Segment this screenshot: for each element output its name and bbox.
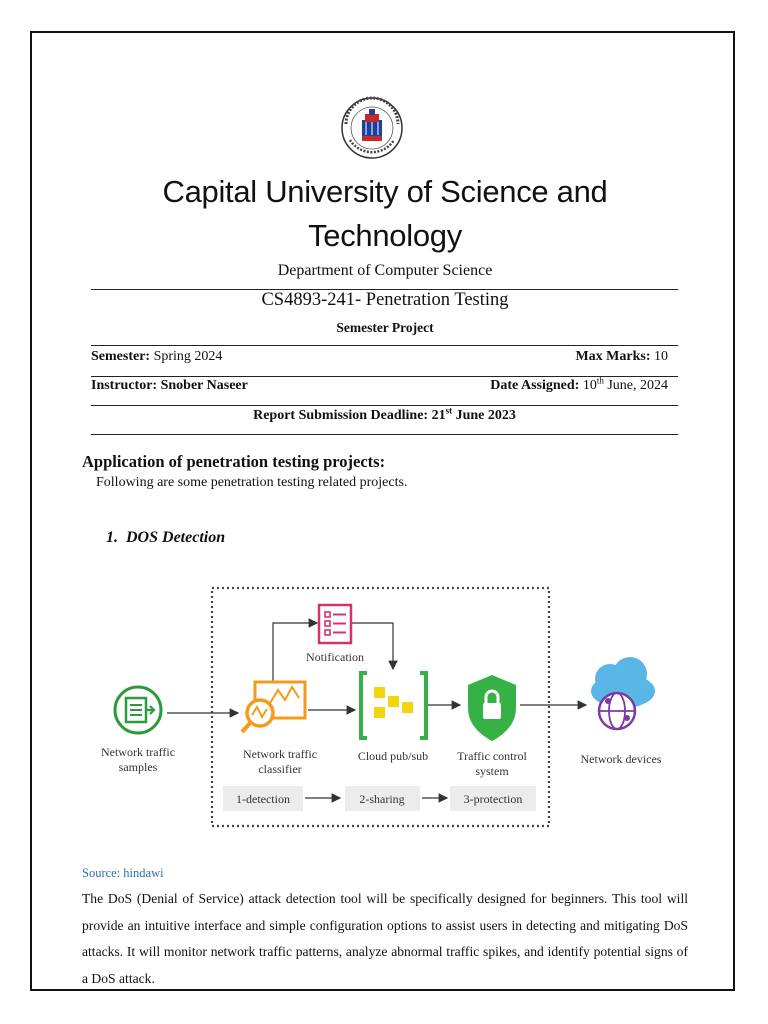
instructor-value: Snober Naseer bbox=[160, 378, 248, 393]
deadline-field bbox=[91, 405, 678, 424]
item-heading bbox=[106, 529, 225, 547]
image-source-caption: Source: hindawi bbox=[82, 866, 164, 880]
date-assigned-rest: June, 2024 bbox=[607, 378, 668, 393]
date-assigned-suffix: th bbox=[596, 375, 604, 386]
divider bbox=[91, 345, 678, 346]
deadline-label: Report Submission Deadline: bbox=[253, 408, 429, 423]
university-title: Capital University of Science and Technology bbox=[162, 174, 608, 253]
instructor-label: Instructor: bbox=[91, 378, 158, 393]
max-marks-label: Max Marks: bbox=[575, 349, 651, 364]
deadline-suffix: st bbox=[445, 405, 453, 416]
notification-icon bbox=[319, 605, 351, 643]
date-assigned-label: Date Assigned: bbox=[490, 378, 580, 393]
max-marks-value: 10 bbox=[654, 349, 668, 364]
project-subtitle: Semester Project bbox=[336, 320, 434, 335]
classifier-label-line1: Network traffic bbox=[242, 747, 318, 761]
max-marks-field bbox=[575, 349, 668, 365]
deadline-rest: June 2023 bbox=[455, 408, 516, 423]
control-label-line2: system bbox=[475, 764, 509, 778]
stage-protection-label: 3-protection bbox=[463, 792, 523, 806]
semester-label: Semester: bbox=[91, 349, 151, 364]
network-traffic-classifier-icon bbox=[242, 682, 305, 732]
section-intro: Following are some penetration testing related projects. bbox=[96, 475, 408, 490]
divider bbox=[91, 405, 678, 406]
pubsub-label: Cloud pub/sub bbox=[357, 749, 429, 763]
cloud-pubsub-icon bbox=[361, 673, 426, 738]
control-label-line1: Traffic control bbox=[457, 749, 527, 763]
department-name: Department of Computer Science bbox=[277, 262, 493, 279]
date-assigned-day: 10 bbox=[582, 378, 597, 393]
item-title: DOS Detection bbox=[126, 529, 226, 546]
classifier-label-line2: classifier bbox=[258, 762, 302, 776]
university-seal-logo bbox=[340, 96, 404, 160]
notification-label: Notification bbox=[306, 650, 364, 664]
course-title: CS4893-241- Penetration Testing bbox=[261, 290, 509, 310]
dos-detection-diagram bbox=[95, 583, 685, 833]
divider bbox=[91, 434, 678, 435]
description-text: The DoS (Denial of Service) attack detection tool will be specifically designed for beginners. This tool will provide an intuitive interface and simple configuration options to assist users in detecting and mitigating DoS attacks. It will monitor network traffic patterns, analyze abnormal traffic spikes, and identify potential signs of a DoS attack. bbox=[82, 891, 688, 986]
network-devices-cloud-icon bbox=[591, 657, 655, 729]
traffic-control-shield-icon bbox=[468, 675, 516, 741]
item-number: 1. bbox=[106, 529, 118, 546]
instructor-field bbox=[91, 378, 248, 394]
samples-label-line1: Network traffic bbox=[100, 745, 176, 759]
stage-sharing-label: 2-sharing bbox=[359, 792, 405, 806]
samples-label-line2: samples bbox=[118, 760, 158, 774]
devices-label: Network devices bbox=[580, 752, 662, 766]
date-assigned-field bbox=[490, 375, 668, 394]
semester-value: Spring 2024 bbox=[153, 349, 223, 364]
description-paragraph bbox=[82, 886, 688, 992]
semester-field bbox=[91, 349, 222, 365]
divider bbox=[91, 376, 678, 377]
stage-detection-label: 1-detection bbox=[236, 792, 290, 806]
section-heading: Application of penetration testing projects: bbox=[82, 452, 386, 471]
network-traffic-samples-icon bbox=[115, 687, 161, 733]
deadline-day: 21 bbox=[431, 408, 446, 423]
